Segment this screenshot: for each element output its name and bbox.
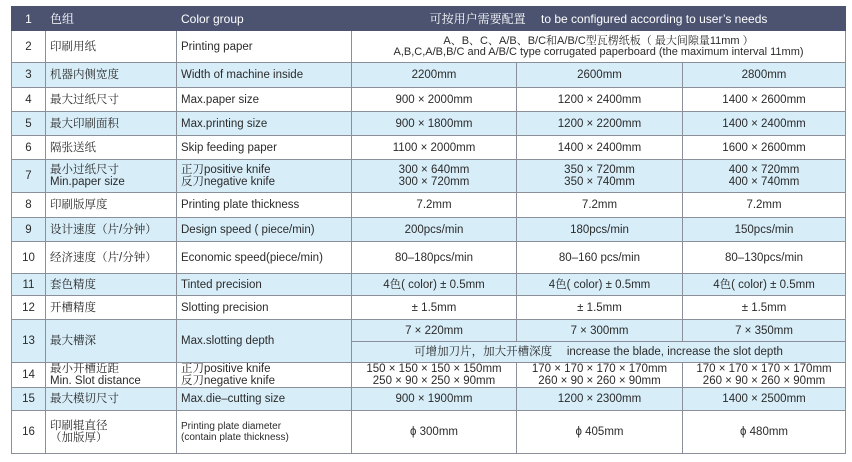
spec-value: 350 × 720mm 350 × 740mm [517, 160, 683, 193]
row-number: 11 [12, 274, 46, 296]
row-number: 9 [12, 218, 46, 242]
spec-value: 900 × 2000mm [352, 88, 517, 112]
item-name-cn: 印刷辊直径 （加版厚） [46, 411, 177, 454]
spec-value: 2800mm [683, 63, 846, 88]
spec-value: 170 × 170 × 170 × 170mm 260 × 90 × 260 × 90mm [683, 363, 846, 388]
row-number: 4 [12, 88, 46, 112]
row-number: 15 [12, 388, 46, 411]
spec-value: 1400 × 2500mm [683, 388, 846, 411]
spec-value: 7 × 350mm [683, 320, 846, 342]
slot-depth-note: 可增加刀片，加大开槽深度 increase the blade, increase the slot depth [352, 342, 846, 363]
spec-value: 400 × 720mm 400 × 740mm [683, 160, 846, 193]
spec-value: 1200 × 2200mm [517, 112, 683, 136]
item-name-cn: 最大印刷面积 [46, 112, 177, 136]
spec-value: 1400 × 2600mm [683, 88, 846, 112]
item-name-en: Printing paper [177, 31, 352, 63]
spec-value: ϕ 405mm [517, 411, 683, 454]
item-name-en: Slotting precision [177, 296, 352, 320]
table-row [12, 296, 846, 320]
table-row [12, 136, 846, 160]
table-row [12, 88, 846, 112]
spec-value: 7 × 220mm [352, 320, 517, 342]
spec-value: 7.2mm [517, 193, 683, 218]
item-name-en: Max.die–cutting size [177, 388, 352, 411]
table-row [12, 274, 846, 296]
item-name-cn: 经济速度（片/分钟） [46, 242, 177, 274]
spec-value: 4色( color) ± 0.5mm [683, 274, 846, 296]
spec-value: 7.2mm [352, 193, 517, 218]
item-name-cn: 最小过纸尺寸 Min.paper size [46, 160, 177, 193]
item-name-cn: 机器内侧宽度 [46, 63, 177, 88]
item-name-cn: 开槽精度 [46, 296, 177, 320]
table-row [12, 388, 846, 411]
spec-value: 1200 × 2300mm [517, 388, 683, 411]
spec-value: 180pcs/min [517, 218, 683, 242]
table-row [12, 218, 846, 242]
table-row [12, 63, 846, 88]
item-name-en: 正刀positive knife 反刀negative knife [177, 363, 352, 388]
spec-value: 1200 × 2400mm [517, 88, 683, 112]
table-row [12, 320, 846, 342]
spec-value: ϕ 300mm [352, 411, 517, 454]
spec-table [11, 6, 846, 454]
spec-value: 900 × 1800mm [352, 112, 517, 136]
row-number: 12 [12, 296, 46, 320]
spec-value: 7 × 300mm [517, 320, 683, 342]
spanning-value: A、B、C、A/B、B/C和A/B/C型瓦楞纸板（ 最大间隙量11mm ） A,B,C,A/B,B/C and A/B/C type corrugated paperboard (the maximum interval 11mm) [352, 31, 846, 63]
item-name-en: Max.printing size [177, 112, 352, 136]
table-row [12, 411, 846, 454]
spec-table-body [12, 7, 846, 454]
row-number: 5 [12, 112, 46, 136]
spec-value: 2200mm [352, 63, 517, 88]
row-number: 2 [12, 31, 46, 63]
spec-value: 1100 × 2000mm [352, 136, 517, 160]
table-row [12, 31, 846, 63]
spec-value: 7.2mm [683, 193, 846, 218]
spec-value: 4色( color) ± 0.5mm [352, 274, 517, 296]
spec-value: 1600 × 2600mm [683, 136, 846, 160]
table-row [12, 193, 846, 218]
item-name-en: Tinted precision [177, 274, 352, 296]
table-row [12, 112, 846, 136]
item-name-en: Design speed ( piece/min) [177, 218, 352, 242]
item-name-en: Printing plate thickness [177, 193, 352, 218]
item-name-cn: 最大模切尺寸 [46, 388, 177, 411]
spec-value: 80–130pcs/min [683, 242, 846, 274]
spec-value: ϕ 480mm [683, 411, 846, 454]
spec-value: ± 1.5mm [517, 296, 683, 320]
item-name-cn: 最大槽深 [46, 320, 177, 363]
spec-value: 150 × 150 × 150 × 150mm 250 × 90 × 250 × 90mm [352, 363, 517, 388]
spec-value: 2600mm [517, 63, 683, 88]
spec-value: 80–160 pcs/min [517, 242, 683, 274]
row-number: 14 [12, 363, 46, 388]
table-row [12, 160, 846, 193]
item-name-en: Economic speed(piece/min) [177, 242, 352, 274]
row-number: 10 [12, 242, 46, 274]
spanning-value: 可按用户需要配置 to be configured according to user’s needs [352, 7, 846, 31]
spec-value: 300 × 640mm 300 × 720mm [352, 160, 517, 193]
item-name-en: Width of machine inside [177, 63, 352, 88]
item-name-en: 正刀positive knife 反刀negative knife [177, 160, 352, 193]
table-row [12, 363, 846, 388]
spec-value: 200pcs/min [352, 218, 517, 242]
spec-value: 1400 × 2400mm [683, 112, 846, 136]
row-number: 1 [12, 7, 46, 31]
table-row [12, 242, 846, 274]
item-name-cn: 最小开槽近距 Min. Slot distance [46, 363, 177, 388]
row-number: 8 [12, 193, 46, 218]
spec-value: 4色( color) ± 0.5mm [517, 274, 683, 296]
item-name-cn: 色组 [46, 7, 177, 31]
row-number: 7 [12, 160, 46, 193]
spec-value: 170 × 170 × 170 × 170mm 260 × 90 × 260 × 90mm [517, 363, 683, 388]
row-number: 6 [12, 136, 46, 160]
item-name-cn: 隔张送纸 [46, 136, 177, 160]
item-name-cn: 印刷版厚度 [46, 193, 177, 218]
spec-value: ± 1.5mm [683, 296, 846, 320]
item-name-cn: 设计速度（片/分钟） [46, 218, 177, 242]
spec-value: 900 × 1900mm [352, 388, 517, 411]
row-number: 3 [12, 63, 46, 88]
row-number: 16 [12, 411, 46, 454]
item-name-cn: 印刷用纸 [46, 31, 177, 63]
row-number: 13 [12, 320, 46, 363]
spec-value: ± 1.5mm [352, 296, 517, 320]
item-name-en: Skip feeding paper [177, 136, 352, 160]
item-name-cn: 套色精度 [46, 274, 177, 296]
spec-value: 1400 × 2400mm [517, 136, 683, 160]
table-row [12, 7, 846, 31]
item-name-en: Color group [177, 7, 352, 31]
spec-value: 80–180pcs/min [352, 242, 517, 274]
item-name-en: Max.paper size [177, 88, 352, 112]
item-name-en: Max.slotting depth [177, 320, 352, 363]
spec-value: 150pcs/min [683, 218, 846, 242]
item-name-en: Printing plate diameter (contain plate thickness) [177, 411, 352, 454]
item-name-cn: 最大过纸尺寸 [46, 88, 177, 112]
